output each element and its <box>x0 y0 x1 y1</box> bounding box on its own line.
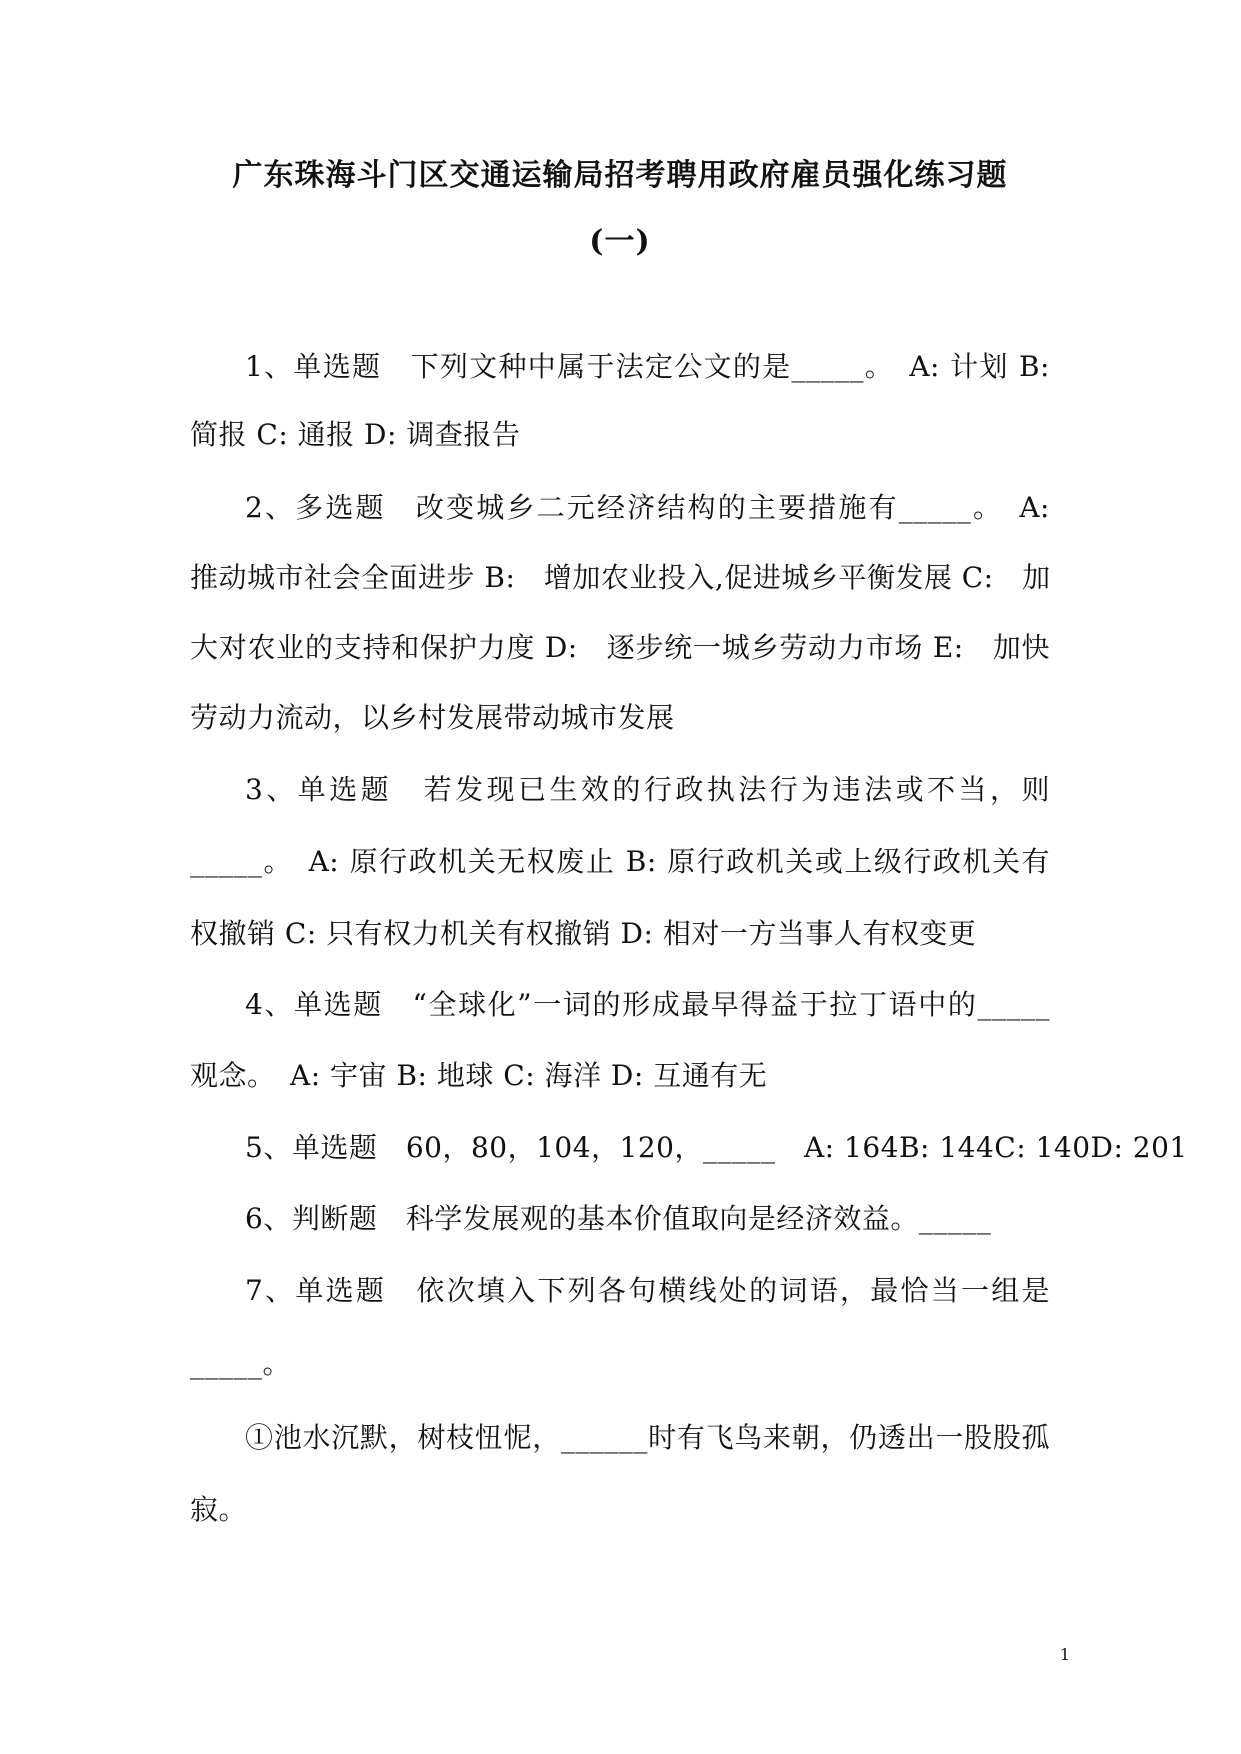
question-2-line-1: 2、多选题 改变城乡二元经济结构的主要措施有_____。 A: <box>245 491 1050 524</box>
question-3-line-1: 3、单选题 若发现已生效的行政执法行为违法或不当，则 <box>245 773 1050 806</box>
document-title-subtitle: (一) <box>589 224 651 259</box>
question-2-line-4: 劳动力流动，以乡村发展带动城市发展 <box>190 701 675 734</box>
question-2-line-2: 推动城市社会全面进步 B: 增加农业投入,促进城乡平衡发展 C: 加 <box>190 561 1051 594</box>
question-3-line-3: 权撤销 C: 只有权力机关有权撤销 D: 相对一方当事人有权变更 <box>190 917 977 950</box>
question-6-line-1: 6、判断题 科学发展观的基本价值取向是经济效益。_____ <box>245 1202 992 1235</box>
question-7-item-1-line-1: ①池水沉默，树枝忸怩，______时有飞鸟来朝，仍透出一股股孤 <box>245 1421 1050 1454</box>
page-number: 1 <box>1059 1645 1070 1664</box>
question-7-line-2: _____。 <box>190 1347 292 1380</box>
question-1-line-2: 简报 C: 通报 D: 调查报告 <box>190 418 521 451</box>
question-7-line-1: 7、单选题 依次填入下列各句横线处的词语，最恰当一组是 <box>245 1274 1050 1307</box>
question-2-line-3: 大对农业的支持和保护力度 D: 逐步统一城乡劳动力市场 E: 加快 <box>190 631 1050 664</box>
question-7-item-1-line-2: 寂。 <box>190 1493 248 1526</box>
question-4-line-2: 观念。 A: 宇宙 B: 地球 C: 海洋 D: 互通有无 <box>190 1059 768 1092</box>
document-title: 广东珠海斗门区交通运输局招考聘用政府雇员强化练习题 <box>232 158 1008 193</box>
question-4-line-1: 4、单选题 “全球化”一词的形成最早得益于拉丁语中的_____ <box>245 988 1050 1021</box>
question-5-line-1: 5、单选题 60，80，104，120，_____ A: 164B: 144C: 140D: 201 <box>245 1131 1188 1164</box>
question-3-line-2: _____。 A: 原行政机关无权废止 B: 原行政机关或上级行政机关有 <box>190 845 1050 878</box>
question-1-line-1: 1、单选题 下列文种中属于法定公文的是_____。 A: 计划 B: <box>245 350 1050 383</box>
